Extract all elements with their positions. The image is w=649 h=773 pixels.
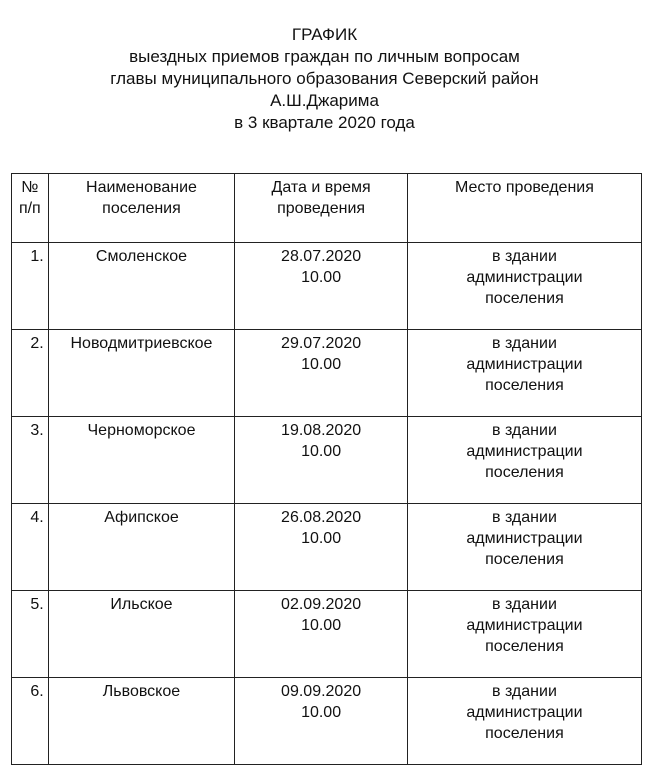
visit-time: 10.00 (301, 617, 342, 634)
place-line-1: в здании (492, 335, 557, 352)
table-row (12, 591, 642, 678)
header-date-line-1: Дата и время (271, 179, 371, 196)
row-num: 4. (12, 504, 49, 591)
date-time-cell (235, 330, 408, 417)
place-line-2: администрации (466, 617, 583, 634)
place-line-2: администрации (466, 269, 583, 286)
header-date (235, 174, 408, 243)
settlement-name: Новодмитриевское (48, 330, 235, 417)
place-line-3: поселения (485, 638, 564, 655)
place-cell (407, 243, 641, 330)
schedule-table (11, 173, 642, 765)
settlement-name: Ильское (48, 591, 235, 678)
row-num: 3. (12, 417, 49, 504)
header-name-line-2: поселения (102, 200, 181, 217)
header-num (12, 174, 49, 243)
place-line-2: администрации (466, 443, 583, 460)
row-num: 1. (12, 243, 49, 330)
place-line-3: поселения (485, 290, 564, 307)
settlement-name: Смоленское (48, 243, 235, 330)
settlement-name: Черноморское (48, 417, 235, 504)
settlement-name: Львовское (48, 678, 235, 765)
document-subtitle-line-2: главы муниципального образования Северский район (110, 69, 539, 88)
date-time-cell (235, 417, 408, 504)
settlement-name: Афипское (48, 504, 235, 591)
visit-date: 02.09.2020 (281, 596, 362, 613)
visit-date: 09.09.2020 (281, 683, 362, 700)
date-time-cell (235, 243, 408, 330)
visit-date: 29.07.2020 (281, 335, 362, 352)
visit-date: 28.07.2020 (281, 248, 362, 265)
place-line-1: в здании (492, 596, 557, 613)
visit-time: 10.00 (301, 356, 342, 373)
date-time-cell (235, 678, 408, 765)
visit-time: 10.00 (301, 704, 342, 721)
date-time-cell (235, 591, 408, 678)
place-line-3: поселения (485, 551, 564, 568)
table-row (12, 678, 642, 765)
place-line-1: в здании (492, 509, 557, 526)
document-header (0, 24, 649, 134)
visit-date: 19.08.2020 (281, 422, 362, 439)
place-cell (407, 504, 641, 591)
header-date-line-2: проведения (277, 200, 366, 217)
place-line-1: в здании (492, 683, 557, 700)
place-line-3: поселения (485, 377, 564, 394)
table-row (12, 243, 642, 330)
table-row (12, 417, 642, 504)
table-row (12, 504, 642, 591)
place-cell (407, 678, 641, 765)
visit-time: 10.00 (301, 530, 342, 547)
header-name (48, 174, 235, 243)
header-num-line-1: № (21, 179, 39, 196)
place-line-2: администрации (466, 530, 583, 547)
visit-date: 26.08.2020 (281, 509, 362, 526)
visit-time: 10.00 (301, 443, 342, 460)
place-line-3: поселения (485, 725, 564, 742)
visit-time: 10.00 (301, 269, 342, 286)
place-line-1: в здании (492, 248, 557, 265)
official-name: А.Ш.Джарима (270, 91, 379, 110)
row-num: 6. (12, 678, 49, 765)
place-line-3: поселения (485, 464, 564, 481)
row-num: 5. (12, 591, 49, 678)
place-cell (407, 330, 641, 417)
header-name-line-1: Наименование (86, 179, 197, 196)
place-cell (407, 417, 641, 504)
place-line-2: администрации (466, 356, 583, 373)
header-place (407, 174, 641, 243)
place-line-1: в здании (492, 422, 557, 439)
period-line: в 3 квартале 2020 года (234, 113, 415, 132)
place-line-2: администрации (466, 704, 583, 721)
table-header-row (12, 174, 642, 243)
header-place-line-1: Место проведения (454, 179, 594, 196)
row-num: 2. (12, 330, 49, 417)
header-num-line-2: п/п (18, 200, 41, 217)
place-cell (407, 591, 641, 678)
date-time-cell (235, 504, 408, 591)
table-row (12, 330, 642, 417)
document-title: ГРАФИК (291, 25, 358, 44)
document-subtitle-line-1: выездных приемов граждан по личным вопросам (129, 47, 520, 66)
